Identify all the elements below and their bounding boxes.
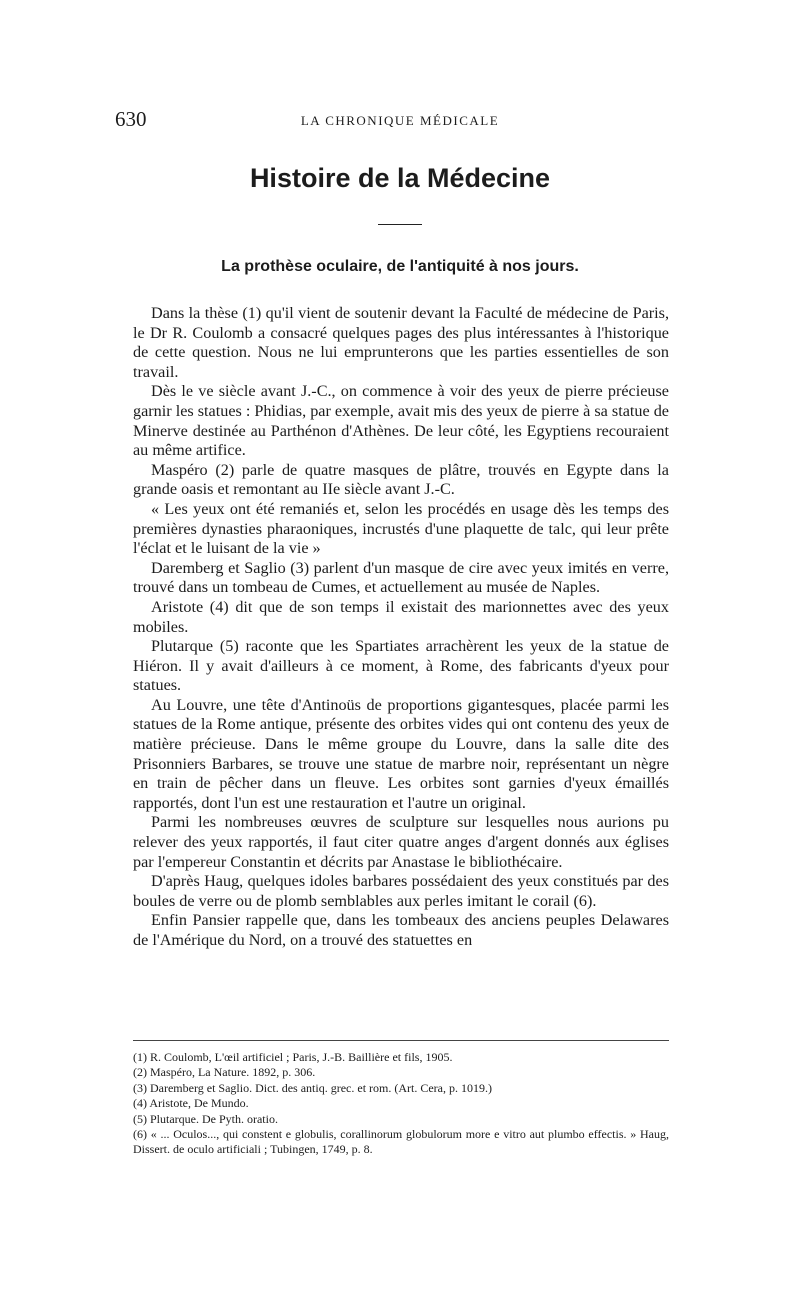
- paragraph: « Les yeux ont été remaniés et, selon les procédés en usage dès les temps des premières dynasties pharaoniques, incrustés d'une plaquette de talc, qui leur prête l'éclat et le luisant de la vie »: [133, 499, 669, 558]
- footnotes: [133, 1050, 669, 1158]
- title-divider: [378, 224, 422, 225]
- paragraph: Plutarque (5) raconte que les Spartiates arrachèrent les yeux de la statue de Hiéron. Il y avait d'ailleurs à ce moment, à Rome, des fabricants d'yeux pour statues.: [133, 637, 669, 695]
- paragraph: Daremberg et Saglio (3) parlent d'un masque de cire avec yeux imités en verre, trouvé dans un tombeau de Cumes, et actuellement au musée de Naples.: [133, 558, 669, 597]
- footnote: (1) R. Coulomb, L'œil artificiel ; Paris, J.-B. Baillière et fils, 1905.: [133, 1050, 453, 1064]
- paragraph: Enfin Pansier rappelle que, dans les tombeaux des anciens peuples Delawares de l'Amérique du Nord, on a trouvé des statuettes en: [133, 911, 669, 949]
- footnote-separator: [133, 1040, 669, 1041]
- footnote: (3) Daremberg et Saglio. Dict. des antiq. grec. et rom. (Art. Cera, p. 1019.): [133, 1080, 493, 1095]
- paragraph: Au Louvre, une tête d'Antinoüs de proportions gigantesques, placée parmi les statues de la Rome antique, présente des orbites vides qui ont contenu des yeux de matière précieuse. Dans le même groupe du Louvre, dans la salle dite des Prisonniers Barbares, se trouve une statue de marbre noir, représentant un nègre en train de pêcher dans un fleuve. Les orbites sont garnies d'yeux émaillés rapportés, dont l'un est une restauration et l'autre un original.: [133, 695, 669, 812]
- footnote: (5) Plutarque. De Pyth. oratio.: [133, 1111, 278, 1126]
- article-subtitle: La prothèse oculaire, de l'antiquité à nos jours.: [221, 258, 579, 275]
- page-header: [115, 107, 667, 137]
- footnote: (6) « ... Oculos..., qui constent e globulis, corallinorum globulorum more e vitro aut plumbo effectis. » Haug, Dissert. de oculo artificiali ; Tubingen, 1749, p. 8.: [133, 1127, 669, 1157]
- paragraph: Dès le ve siècle avant J.-C., on commence à voir des yeux de pierre précieuse garnir les statues : Phidias, par exemple, avait mis des yeux de pierre à sa statue de Minerve destinée au Parthénon d'Athènes. De leur côté, les Egyptiens recouraient au même artifice.: [133, 382, 669, 460]
- paragraph: Dans la thèse (1) qu'il vient de soutenir devant la Faculté de médecine de Paris, le Dr R. Coulomb a consacré quelques pages des plus intéressantes à l'historique de cette question. Nous ne lui emprunterons que les parties essentielles de son travail.: [133, 304, 669, 381]
- article-title: Histoire de la Médecine: [249, 163, 551, 193]
- paragraph: Maspéro (2) parle de quatre masques de plâtre, trouvés en Egypte dans la grande oasis et remontant au IIe siècle avant J.-C.: [133, 460, 669, 499]
- paragraph: D'après Haug, quelques idoles barbares possédaient des yeux constitués par des boules de verre ou de plomb semblables aux perles imitant le corail (6).: [133, 872, 669, 910]
- footnote: (4) Aristote, De Mundo.: [133, 1096, 249, 1111]
- running-title: LA CHRONIQUE MÉDICALE: [300, 113, 500, 128]
- page-number: 630: [115, 107, 147, 131]
- article-body: [133, 304, 669, 951]
- paragraph: Aristote (4) dit que de son temps il existait des marionnettes avec des yeux mobiles.: [133, 597, 669, 636]
- footnote: (2) Maspéro, La Nature. 1892, p. 306.: [133, 1065, 316, 1080]
- paragraph: Parmi les nombreuses œuvres de sculpture sur lesquelles nous aurions pu relever des yeux rapportés, il faut citer quatre anges d'argent donnés aux églises par l'empereur Constantin et décrits par Anastase le bibliothécaire.: [133, 813, 669, 871]
